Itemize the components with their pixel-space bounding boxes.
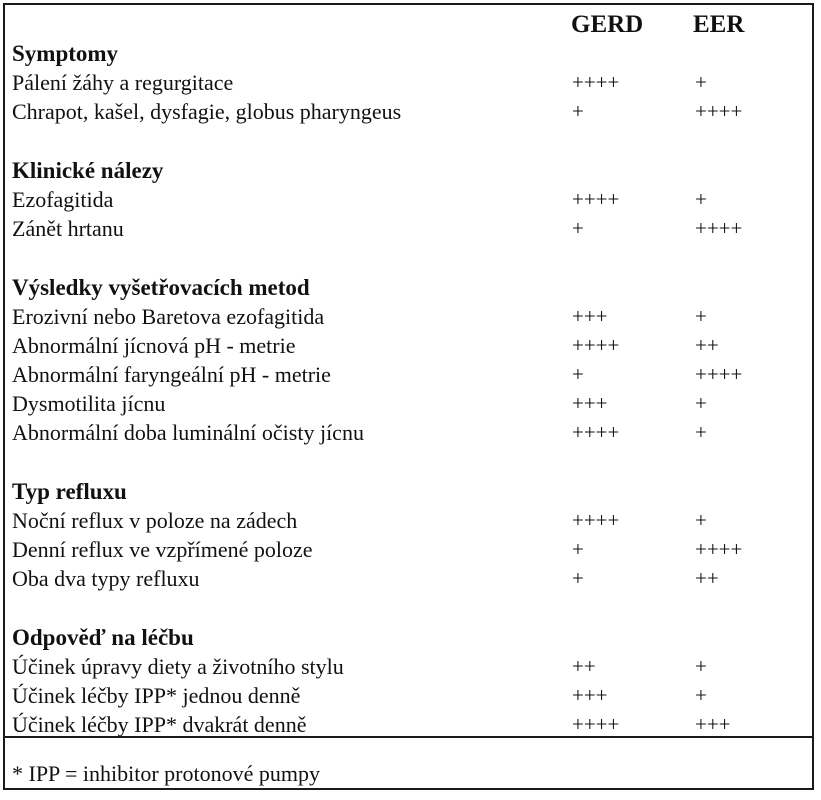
section-title: Klinické nálezy (12, 158, 164, 183)
table-row (12, 68, 802, 97)
table-section (12, 623, 802, 739)
eer-rating: + (695, 187, 707, 211)
row-label: Ezofagitida (12, 187, 114, 212)
gerd-rating: ++++ (572, 508, 620, 532)
section-title: Výsledky vyšetřovacích metod (12, 275, 310, 300)
table-header (5, 9, 812, 41)
row-label: Denní reflux ve vzpřímené poloze (12, 537, 313, 562)
eer-rating: ++++ (695, 99, 743, 123)
row-label: Noční reflux v poloze na zádech (12, 508, 298, 533)
eer-rating: + (695, 654, 707, 678)
table-row (12, 418, 802, 447)
gerd-rating: ++++ (572, 420, 620, 444)
eer-rating: + (695, 420, 707, 444)
table-section (12, 39, 802, 126)
row-label: Účinek léčby IPP* jednou denně (12, 683, 301, 708)
table-row (12, 97, 802, 126)
gerd-rating: + (572, 566, 584, 590)
gerd-rating: ++++ (572, 70, 620, 94)
row-label: Abnormální jícnová pH - metrie (12, 333, 296, 358)
table-row (12, 681, 802, 710)
eer-rating: + (695, 508, 707, 532)
table-row (12, 214, 802, 243)
row-label: Účinek úpravy diety a životního stylu (12, 654, 344, 679)
row-label: Oba dva typy refluxu (12, 566, 200, 591)
gerd-rating: ++ (572, 654, 596, 678)
comparison-table (3, 3, 814, 790)
table-row (12, 302, 802, 331)
table-row (12, 331, 802, 360)
table-row (12, 185, 802, 214)
row-label: Chrapot, kašel, dysfagie, globus pharyngeus (12, 99, 402, 124)
table-section (12, 477, 802, 593)
section-title: Odpověď na léčbu (12, 625, 194, 650)
eer-rating: ++++ (695, 537, 743, 561)
section-title: Symptomy (12, 41, 119, 66)
eer-rating: ++++ (695, 216, 743, 240)
gerd-rating: + (572, 537, 584, 561)
gerd-rating: ++++ (572, 187, 620, 211)
table-section (12, 156, 802, 243)
gerd-rating: +++ (572, 683, 608, 707)
eer-rating: + (695, 304, 707, 328)
footnote: * IPP = inhibitor protonové pumpy (12, 761, 320, 786)
row-label: Pálení žáhy a regurgitace (12, 70, 234, 95)
eer-rating: + (695, 70, 707, 94)
gerd-rating: ++++ (572, 333, 620, 357)
table-body (12, 39, 802, 769)
row-label: Abnormální doba luminální očisty jícnu (12, 420, 364, 445)
column-header-gerd: GERD (571, 11, 644, 38)
row-label: Dysmotilita jícnu (12, 391, 166, 416)
row-label: Zánět hrtanu (12, 216, 124, 241)
eer-rating: +++ (695, 712, 731, 736)
gerd-rating: +++ (572, 304, 608, 328)
eer-rating: ++ (695, 566, 719, 590)
gerd-rating: + (572, 99, 584, 123)
gerd-rating: + (572, 362, 584, 386)
eer-rating: ++++ (695, 362, 743, 386)
eer-rating: + (695, 391, 707, 415)
table-row (12, 506, 802, 535)
table-row (12, 564, 802, 593)
gerd-rating: + (572, 216, 584, 240)
table-row (12, 389, 802, 418)
eer-rating: ++ (695, 333, 719, 357)
table-row (12, 535, 802, 564)
row-label: Erozivní nebo Baretova ezofagitida (12, 304, 325, 329)
column-header-eer: EER (693, 11, 745, 38)
table-row (12, 652, 802, 681)
table-row (12, 710, 802, 739)
row-label: Účinek léčby IPP* dvakrát denně (12, 712, 307, 737)
footnote-divider (5, 736, 812, 738)
eer-rating: + (695, 683, 707, 707)
row-label: Abnormální faryngeální pH - metrie (12, 362, 331, 387)
gerd-rating: +++ (572, 391, 608, 415)
table-section (12, 273, 802, 447)
section-title: Typ refluxu (12, 479, 127, 504)
table-row (12, 360, 802, 389)
gerd-rating: ++++ (572, 712, 620, 736)
